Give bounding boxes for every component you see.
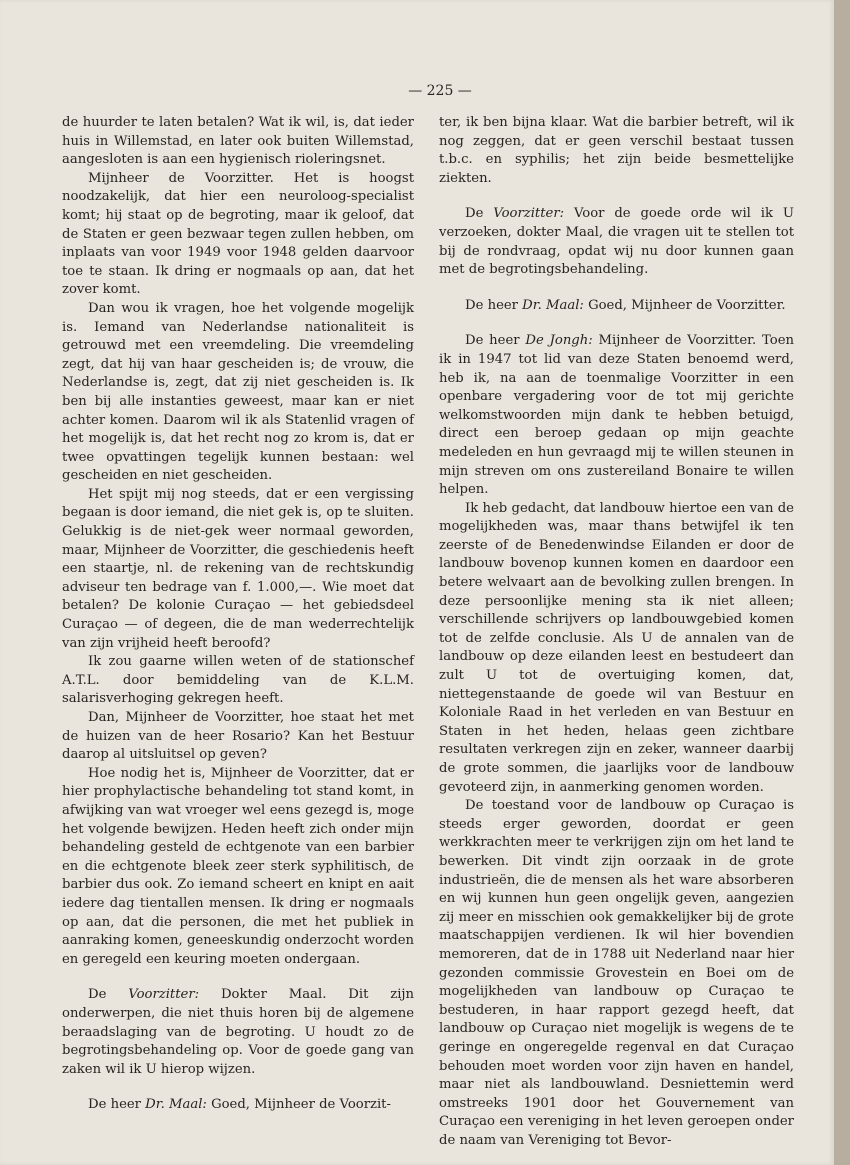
speech-text: Mijnheer de Voorzitter. Toen ik in 1947 tot lid van deze Staten benoemd werd, heb ik, na aan de toenmalige Voorzitter in een openbare vergadering voor de tot mij gerichte welkomstwoorden mijn dank te hebben betuigd, direct een beroep gedaan op mijn geachte medeleden en hun gevraagd mij te willen steunen in mijn streven om ons zustereiland Bonaire te willen helpen. [439, 333, 795, 498]
paragraph: ter, ik ben bijna klaar. Wat die barbier betreft, wil ik nog zeggen, dat er geen verschil bestaat tussen t.b.c. en syphilis; het zijn beide besmettelijke ziekten. [439, 115, 794, 186]
paragraph: de huurder te laten betalen? Wat ik wil, is, dat ieder huis in Willemstad, en later ook buiten Willemstad, aangesloten is aan een hygienisch rioleringsnet. [62, 115, 414, 168]
speech-text: Goed, Mijnheer de Voorzitter. [583, 297, 786, 313]
speaker-name: De Jongh: [525, 333, 593, 349]
paragraph: Mijnheer de Voorzitter. Het is hoogst noodzakelijk, dat hier een neuroloog-specialist komt; hij staat op de begroting, maar ik geloof, dat de Staten er geen bezwaar tegen zullen hebben, om inplaats van voor 1949 voor 1948 gelden daarvoor toe te staan. Ik dring er nogmaals op aan, dat het zover komt. [62, 170, 414, 298]
speaker-prefix: De [88, 987, 129, 1003]
page-edge [834, 0, 850, 1165]
speaker-paragraph [439, 297, 794, 316]
paragraph: Ik heb gedacht, dat landbouw hiertoe een van de mogelijkheden was, maar thans betwijfel ik ten zeerste of de Benedenwindse Eilanden er door de landbouw bovenop kunnen komen en daardoor een betere welvaart aan de bevolking zullen brengen. In deze persoonlijke mening sta ik niet alleen; verschillende schrijvers op landbouwgebied komen tot de zelfde conclusie. Als U de annalen van de landbouw op deze eilanden leest en bestudeert dan zult U tot de overtuiging komen, dat, niettegenstaande de goede wil van Bestuur en Koloniale Raad in het verleden en van Bestuur en Staten in het heden, helaas geen zichtbare resultaten verkregen zijn en zeker, wanneer daarbij de grote sommen, die jaarlijks voor de landbouw gevoteerd zijn, in aanmerking genomen worden. [439, 500, 794, 795]
speaker-prefix: De heer [465, 297, 523, 313]
speaker-name: Voorzitter: [128, 987, 200, 1003]
paragraph: Dan wou ik vragen, hoe het volgende mogelijk is. Iemand van Nederlandse nationaliteit is getrouwd met een vreemdeling. Die vreemdeling zegt, dat hij van haar gescheiden is; de vrouw, die Nederlandse is, zegt, dat zij niet gescheiden is. Ik ben bij alle instanties geweest, maar kan er niet achter komen. Daarom wil ik als Statenlid vragen of het mogelijk is, dat het recht nog zo krom is, dat er twee opvattingen tegelijk kunnen bestaan: wel gescheiden en niet gescheiden. [62, 300, 414, 484]
speaker-paragraph [439, 205, 794, 279]
speaker-name: Dr. Maal: [145, 1097, 207, 1113]
page-number: — 225 — [408, 83, 472, 99]
right-column [439, 114, 794, 1150]
paragraph: De toestand voor de landbouw op Curaçao is steeds erger geworden, doordat er geen werkkrachten meer te verkrijgen zijn om het land te bewerken. Dit vindt zijn oorzaak in de grote industrieën, die de mensen als het ware absorberen en wij kunnen hun geen ongelijk geven, aangezien zij meer en misschien ook gemakkelijker bij de grote maatschappijen verdienen. Ik wil hier bovendien memoreren, dat de in 1788 uit Nederland naar hier gezonden commissie Grovestein en Boei om de mogelijkheden van landbouw op Curaçao te bestuderen, in haar rapport gezegd heeft, dat landbouw op Curaçao niet mogelijk is wegens de te geringe en ongeregelde regenval en dat Curaçao behouden moet worden voor zijn haven en handel, maar niet als landbouwland. Desniettemin werd omstreeks 1901 door het Gouvernement van Curaçao een vereniging in het leven geroepen onder de naam van Vereniging tot Bevor- [439, 798, 794, 1148]
speech-text: Voor de goede orde wil ik U verzoeken, dokter Maal, die vragen uit te stellen tot bij de rondvraag, opdat wij nu door kunnen gaan met de begrotingsbehandeling. [439, 206, 794, 278]
paragraph: Het spijt mij nog steeds, dat er een vergissing begaan is door iemand, die niet gek is, op te sluiten. Gelukkig is de niet-gek weer normaal geworden, maar, Mijnheer de Voorzitter, die geschiedenis heeft een staartje, nl. de rekening van de rechtskundig adviseur ten bedrage van f. 1.000,—. Wie moet dat betalen? De kolonie Curaçao — het gebiedsdeel Curaçao — of degeen, die de man wederrechtelijk van zijn vrijheid heeft beroofd? [62, 486, 414, 651]
paragraph: Dan, Mijnheer de Voorzitter, hoe staat het met de huizen van de heer Rosario? Kan het Bestuur daarop al uitsluitsel op geven? [62, 710, 414, 763]
speaker-paragraph [62, 1096, 414, 1115]
speaker-paragraph [439, 332, 794, 499]
speaker-name: Dr. Maal: [522, 297, 584, 313]
speaker-paragraph [62, 986, 414, 1079]
paragraph: Ik zou gaarne willen weten of de stationschef A.T.L. door bemiddeling van de K.L.M. salarisverhoging gekregen heeft. [62, 654, 414, 707]
speaker-prefix: De [465, 206, 494, 222]
speech-text: Dokter Maal. Dit zijn onderwerpen, die niet thuis horen bij de algemene beraadslaging van de begroting. U houdt zo de begrotingsbehandeling op. Voor de goede gang van zaken wil ik U hierop wijzen. [62, 987, 414, 1077]
speech-text: Goed, Mijnheer de Voorzit- [206, 1097, 391, 1113]
speaker-prefix: De heer [465, 333, 526, 349]
speaker-prefix: De heer [88, 1097, 146, 1113]
left-column [62, 114, 414, 1115]
speaker-name: Voorzitter: [493, 206, 565, 222]
paragraph: Hoe nodig het is, Mijnheer de Voorzitter, dat er hier prophylactische behandeling tot stand komt, in afwijking van wat vroeger wel eens gezegd is, moge het volgende bewijzen. Heden heeft zich onder mijn behandeling gesteld de echtgenote van een barbier en die echtgenote bleek zeer sterk syphilitisch, de barbier dus ook. Zo iemand scheert en knipt en aait iedere dag tientallen mensen. Ik dring er nogmaals op aan, dat die personen, die met het publiek in aanraking komen, geneeskundig onderzocht worden en geregeld een keuring moeten ondergaan. [62, 765, 414, 967]
